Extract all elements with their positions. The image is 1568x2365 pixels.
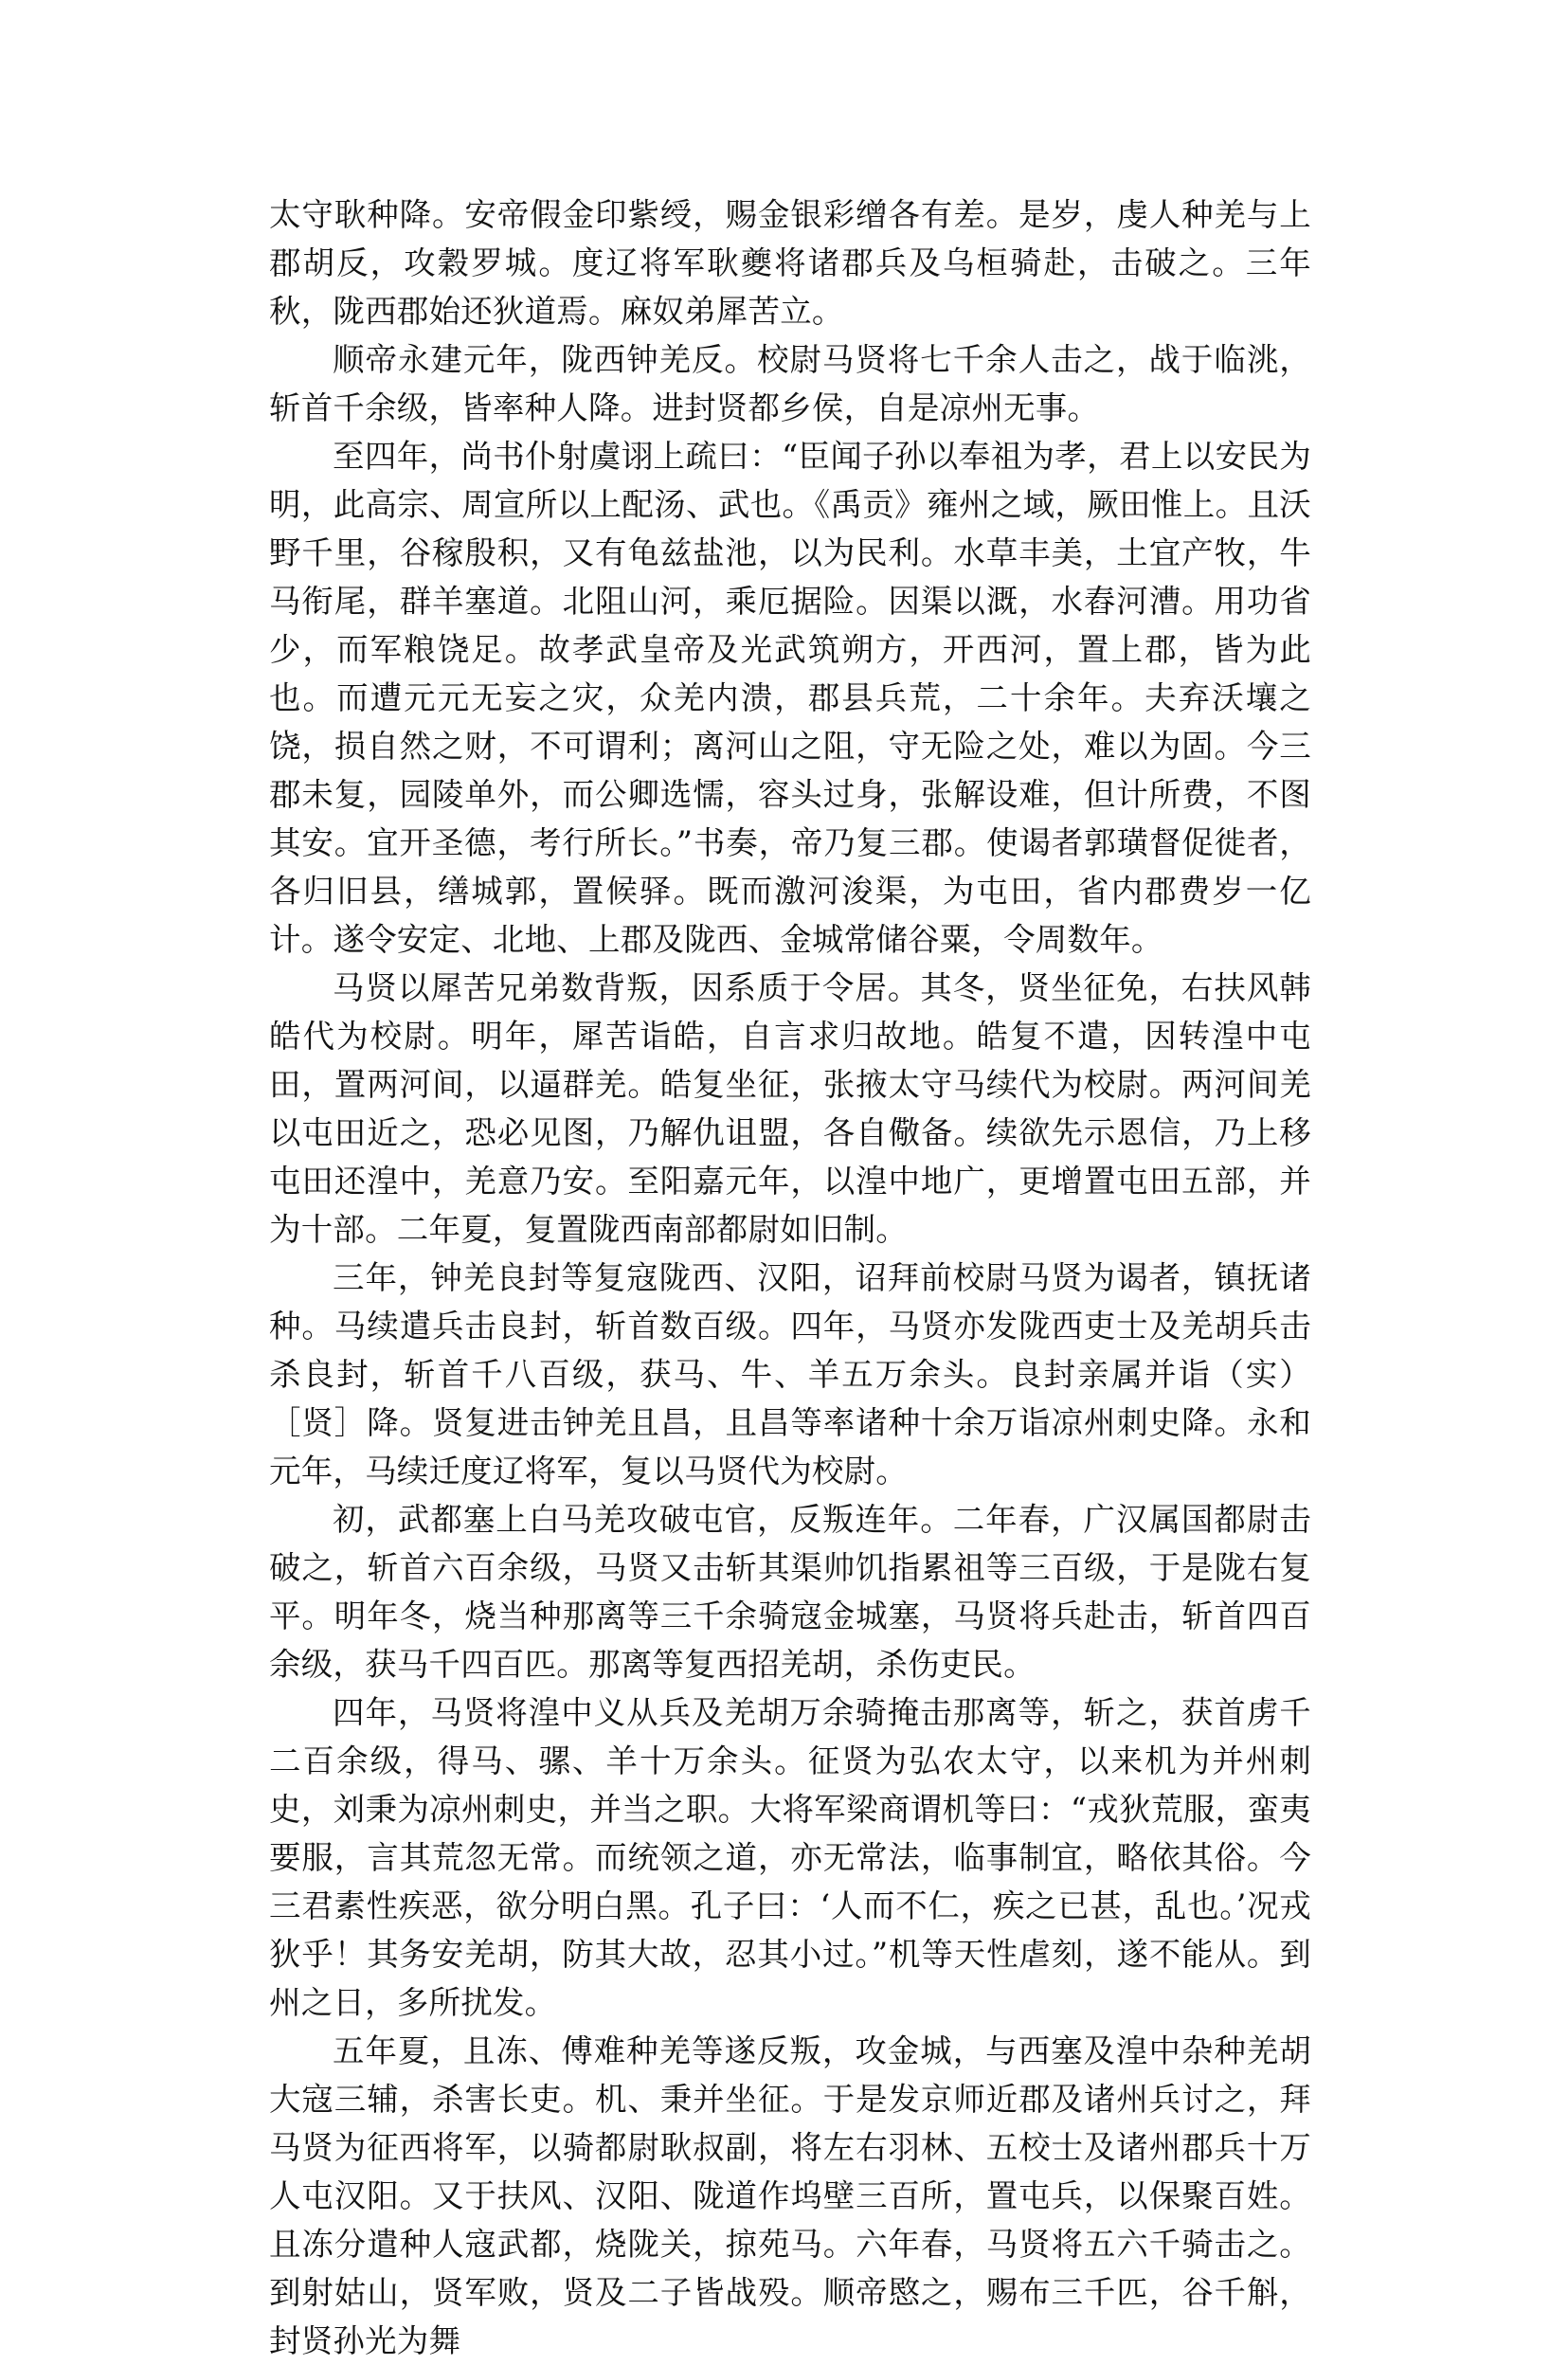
paragraph-1: 太守耿种降。安帝假金印紫绶，赐金银彩缯各有差。是岁，虔人种羌与上郡胡反，攻穀罗城。度辽将军耿夔将诸郡兵及乌桓骑赴，击破之。三年秋，陇西郡始还狄道焉。麻奴弟犀苦立。 <box>269 196 1311 330</box>
paragraph-5: 三年，钟羌良封等复寇陇西、汉阳，诏拜前校尉马贤为谒者，镇抚诸种。马续遣兵击良封，斩首数百级。四年，马贤亦发陇西吏士及羌胡兵击杀良封，斩首千八百级，获马、牛、羊五万余头。良封亲属并诣（实）［贤］降。贤复进击钟羌且昌，且昌等率诸种十余万诣凉州刺史降。永和元年，马续迁度辽将军，复以马贤代为校尉。 <box>269 1259 1311 1489</box>
paragraph-3: 至四年，尚书仆射虞诩上疏曰：“臣闻子孙以奉祖为孝，君上以安民为明，此高宗、周宣所以上配汤、武也。《禹贡》雍州之域，厥田惟上。且沃野千里，谷稼殷积，又有龟兹盐池，以为民利。水草丰美，土宜产牧，牛马衔尾，群羊塞道。北阻山河，乘厄据险。因渠以溉，水舂河漕。用功省少，而军粮饶足。故孝武皇帝及光武筑朔方，开西河，置上郡，皆为此也。而遭元元无妄之灾，众羌内溃，郡县兵荒，二十余年。夫弃沃壤之饶，损自然之财，不可谓利；离河山之阻，守无险之处，难以为固。今三郡未复，园陵单外，而公卿选懦，容头过身，张解设难，但计所费，不图其安。宜开圣德，考行所长。”书奏，帝乃复三郡。使谒者郭璜督促徙者，各归旧县，缮城郭，置候驿。既而激河浚渠，为屯田，省内郡费岁一亿计。遂令安定、北地、上郡及陇西、金城常储谷粟，令周数年。 <box>269 438 1311 958</box>
paragraph-2: 顺帝永建元年，陇西钟羌反。校尉马贤将七千余人击之，战于临洮，斩首千余级，皆率种人降。进封贤都乡侯，自是凉州无事。 <box>269 341 1311 426</box>
paragraph-7: 四年，马贤将湟中义从兵及羌胡万余骑掩击那离等，斩之，获首虏千二百余级，得马、骡、羊十万余头。征贤为弘农太守，以来机为并州刺史，刘秉为凉州刺史，并当之职。大将军梁商谓机等曰：“戎狄荒服，蛮夷要服，言其荒忽无常。而统领之道，亦无常法，临事制宜，略依其俗。今三君素性疾恶，欲分明白黑。孔子曰：‘人而不仁，疾之已甚，乱也。’况戎狄乎！其务安羌胡，防其大故，忍其小过。”机等天性虐刻，遂不能从。到州之日，多所扰发。 <box>269 1694 1311 2021</box>
paragraph-6: 初，武都塞上白马羌攻破屯官，反叛连年。二年春，广汉属国都尉击破之，斩首六百余级，马贤又击斩其渠帅饥指累祖等三百级，于是陇右复平。明年冬，烧当种那离等三千余骑寇金城塞，马贤将兵赴击，斩首四百余级，获马千四百匹。那离等复西招羌胡，杀伤吏民。 <box>269 1501 1311 1683</box>
paragraph-8: 五年夏，且冻、傅难种羌等遂反叛，攻金城，与西塞及湟中杂种羌胡大寇三辅，杀害长吏。机、秉并坐征。于是发京师近郡及诸州兵讨之，拜马贤为征西将军，以骑都尉耿叔副，将左右羽林、五校士及诸州郡兵十万人屯汉阳。又于扶风、汉阳、陇道作坞壁三百所，置屯兵，以保聚百姓。且冻分遣种人寇武都，烧陇关，掠苑马。六年春，马贤将五六千骑击之。到射姑山，贤军败，贤及二子皆战殁。顺帝愍之，赐布三千匹，谷千斛，封贤孙光为舞 <box>269 2032 1311 2359</box>
body-text <box>269 190 1311 2365</box>
paragraph-4: 马贤以犀苦兄弟数背叛，因系质于令居。其冬，贤坐征免，右扶风韩皓代为校尉。明年，犀苦诣皓，自言求归故地。皓复不遣，因转湟中屯田，置两河间，以逼群羌。皓复坐征，张掖太守马续代为校尉。两河间羌以屯田近之，恐必见图，乃解仇诅盟，各自儆备。续欲先示恩信，乃上移屯田还湟中，羌意乃安。至阳嘉元年，以湟中地广，更增置屯田五部，并为十部。二年夏，复置陇西南部都尉如旧制。 <box>269 969 1311 1248</box>
